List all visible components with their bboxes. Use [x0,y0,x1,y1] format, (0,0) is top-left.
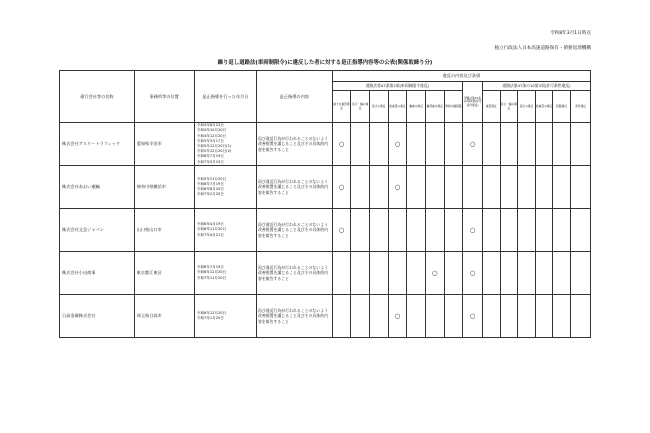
guidance-date: 令和6年7月19日 [196,265,224,270]
table-row [60,209,591,252]
violation-mark [553,252,571,295]
violation-mark: ○ [463,209,483,252]
subheader-g2-1: 重量違反 [482,91,500,123]
violation-mark [535,295,553,338]
subheader-g2-3: 高さの違反 [518,91,536,123]
violation-mark [518,166,536,209]
guidance-content: 再び違反行為が行われることのないよう改善措置を講じること及びその具体的内容を報告すること [256,252,332,295]
violation-mark [351,295,370,338]
violation-mark [425,295,444,338]
violation-mark [407,295,426,338]
subheader-g1-5: 軸重の違反 [407,91,426,123]
violation-mark [444,252,463,295]
office-location: 東京都江東区 [134,252,194,295]
violation-mark [518,252,536,295]
violation-mark [535,166,553,209]
violation-mark [500,123,518,166]
violation-mark [369,252,388,295]
violation-mark [388,209,407,252]
violation-mark: ○ [425,252,444,295]
violation-mark [553,295,571,338]
header-dates: 是正指導を行った年月日 [194,71,256,123]
guidance-date: 令和5年3月17日 [196,138,224,143]
office-location: 埼玉県日高市 [134,295,194,338]
violation-mark [407,123,426,166]
violation-mark [444,123,463,166]
company-name: 株式会社アスリートラフィック [60,123,135,166]
violation-mark [444,166,463,209]
guidance-content: 再び違反行為が行われることのないよう改善措置を講じること及びその具体的内容を報告すること [256,295,332,338]
violation-mark [500,252,518,295]
violation-mark [553,209,571,252]
violation-mark [388,252,407,295]
header-violations: 違反の内容及び条項 [332,71,590,82]
violation-mark: ○ [332,123,351,166]
violation-mark [500,295,518,338]
violation-mark [425,209,444,252]
violation-mark: ○ [332,209,351,252]
guidance-date: 令和6年4月19日 [196,222,224,227]
guidance-date: 令和5年11月20日 [196,176,227,181]
violation-mark [482,252,500,295]
violation-mark: ○ [388,123,407,166]
violation-mark [369,295,388,338]
violation-mark: ○ [463,252,483,295]
violation-mark [351,123,370,166]
guidance-content: 再び違反行為が行われることのないよう改善措置を講じること及びその具体的内容を報告すること [256,166,332,209]
guidance-dates [194,209,256,252]
violation-mark [407,209,426,252]
violation-mark [369,209,388,252]
violation-mark [425,123,444,166]
violation-mark [332,295,351,338]
subheader-g1-4: 総重量の違反 [388,91,407,123]
guidance-dates [194,295,256,338]
violation-mark [535,252,553,295]
guidance-date: 令和5年12月20日(2) [196,149,232,154]
guidance-date: 令和6年12月20日 [196,310,227,315]
table-row [60,123,591,166]
company-name: 株式会社文急ジャパン [60,209,135,252]
violation-mark [518,295,536,338]
guidance-content: 再び違反行為が行われることのないよう改善措置を講じること及びその具体的内容を報告すること [256,123,332,166]
subheader-g2-4: 総重量の違反 [535,91,553,123]
violation-mark [570,209,590,252]
report-date: 令和8年3月1日時点 [550,31,591,36]
subheader-g1-6: 輪荷重の違反 [425,91,444,123]
guidance-date: 令和6年7月19日 [196,181,224,186]
guidance-date: 令和5年12月20日(1) [196,144,232,148]
header-company: 違行会社等の名称 [60,71,135,123]
violation-mark [463,166,483,209]
violation-mark: ○ [388,166,407,209]
subheader-g2-5: 経路違反 [553,91,571,123]
enforcement-table [59,70,591,338]
violation-mark [570,252,590,295]
header-group-permit: 道路法第47条の10第2項(許可条件違反) [482,82,590,91]
guidance-date: 令和7年4月21日 [196,232,224,237]
guidance-date: 令和4年12月20日 [196,133,227,138]
header-separate-article: 道路法第47条の2第1項(許可条件違反) [463,82,483,123]
violation-mark [425,166,444,209]
guidance-dates [194,166,256,209]
violation-mark [482,209,500,252]
table-row [60,166,591,209]
header-content: 是正指導の内容 [256,71,332,123]
office-location: 山口県山口市 [134,209,194,252]
subheader-g1-3: 高さの違反 [369,91,388,123]
violation-mark [553,166,571,209]
violation-mark [553,123,571,166]
guidance-date: 令和7年2月20日 [196,192,224,197]
subheader-g2-6: 条件違反 [570,91,590,123]
guidance-date: 令和4年10月20日 [196,128,227,133]
header-location: 事務所等の位置 [134,71,194,123]
guidance-dates [194,123,256,166]
guidance-date: 令和6年11月20日 [196,227,227,232]
violation-mark [369,123,388,166]
guidance-date: 令和6年8月20日 [196,187,224,191]
office-location: 愛知県半田市 [134,123,194,166]
violation-mark: ○ [463,295,483,338]
violation-mark [407,252,426,295]
violation-mark [570,123,590,166]
guidance-content: 再び違反行為が行われることのないよう改善措置を講じること及びその具体的内容を報告すること [256,209,332,252]
document-title: 繰り返し道路法(車両制限令)に違反した者に対する是正指導内容等の公表(関係取締り分) [217,60,433,66]
violation-mark: ○ [463,123,483,166]
guidance-date: 令和6年7月19日 [196,154,224,159]
violation-mark [444,295,463,338]
violation-mark [518,123,536,166]
violation-mark [570,295,590,338]
table-row [60,295,591,338]
violation-mark: ○ [332,166,351,209]
subheader-g1-7: 車両の幅超過 [444,91,463,123]
violation-mark: ○ [388,295,407,338]
violation-mark [500,166,518,209]
violation-mark [570,166,590,209]
guidance-date: 令和7年3月19日 [196,159,224,164]
violation-mark [482,123,500,166]
violation-mark [535,123,553,166]
organization-name: 独立行政法人日本高速道路保有・債務返済機構 [494,46,591,51]
violation-mark [332,252,351,295]
violation-mark [351,252,370,295]
violation-mark [535,209,553,252]
guidance-date: 令和7年1月20日 [196,316,224,320]
violation-mark [369,166,388,209]
company-name: 株式会社あおい運輸 [60,166,135,209]
table-row [60,252,591,295]
violation-mark [500,209,518,252]
subheader-g2-2: 長さ・幅の違反 [500,91,518,123]
violation-mark [482,295,500,338]
violation-mark [407,166,426,209]
guidance-date: 令和6年12月20日 [196,270,227,275]
office-location: 神奈川県横浜市 [134,166,194,209]
guidance-dates [194,252,256,295]
violation-mark [482,166,500,209]
violation-mark [351,209,370,252]
subheader-g1-2: 長さ・幅の違反 [351,91,370,123]
company-name: 日高金属株式会社 [60,295,135,338]
violation-mark [444,209,463,252]
header-group-vehicle-order: 道路法第47条第2項(車両制限令違反) [332,82,463,91]
guidance-date: 令和7年11月20日 [196,275,227,280]
company-name: 株式会社小出商事 [60,252,135,295]
subheader-g1-1: 重大な重量違反 [332,91,351,123]
guidance-date: 令和4年8月23日 [196,123,224,128]
violation-mark [518,209,536,252]
violation-mark [351,166,370,209]
